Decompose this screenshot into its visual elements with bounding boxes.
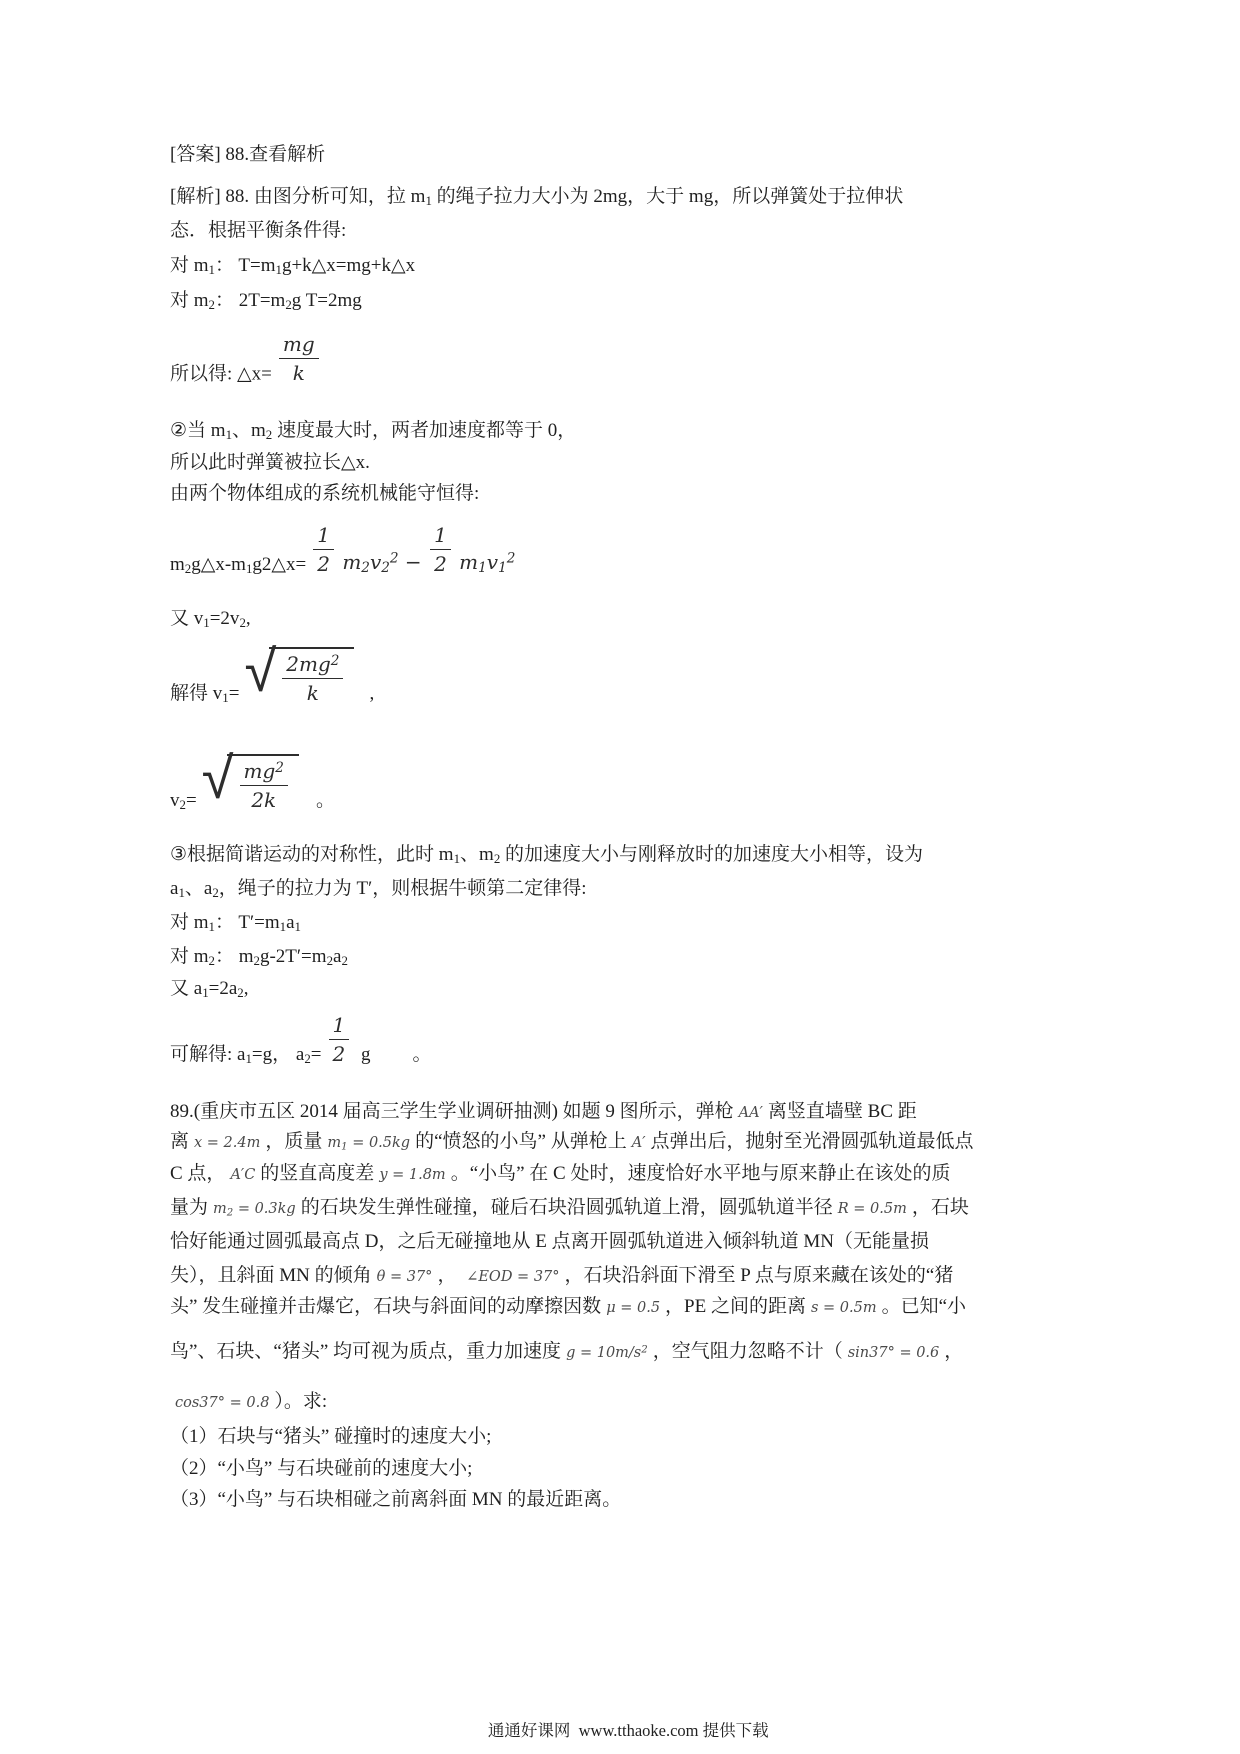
fraction (282, 652, 343, 706)
text-run: 可解得: a (170, 1043, 246, 1065)
text-run: ，PE 之间的距离 (665, 1296, 806, 1317)
subscript: 2 (493, 851, 501, 867)
text-run: a (286, 912, 295, 933)
document-line (170, 1196, 969, 1220)
text-run: ： T=m (214, 255, 276, 276)
text-run: 。 (315, 789, 335, 811)
inline-math (175, 1395, 269, 1411)
text-run: 的“愤怒的小鸟” 从弹枪上 (415, 1131, 627, 1152)
subscript: 2 (253, 953, 260, 969)
document-line (170, 332, 326, 386)
document-line (170, 219, 346, 242)
square-root (201, 744, 299, 813)
text-run: 对 m (170, 946, 209, 967)
text-run: μ = 0.5 (606, 1300, 661, 1316)
document-line (170, 1130, 974, 1154)
text-run: 的石块发生弹性碰撞，碰后石块沿圆弧轨道上滑，圆弧轨道半径 (300, 1197, 833, 1218)
fraction-numerator (282, 652, 343, 679)
superscript: 2 (641, 1344, 648, 1356)
document-line (170, 945, 348, 969)
text-run: g (356, 1043, 371, 1065)
text-run: =g， a (251, 1043, 305, 1065)
text-run: ，空气阻力忽略不计（ (652, 1341, 843, 1362)
radicand (269, 647, 354, 706)
inline-math (194, 1135, 260, 1151)
text-run: 鸟”、石块、“猪头” 均可视为质点，重力加速度 (170, 1341, 562, 1362)
text-run: g△x-m (191, 553, 246, 575)
text-run: 量为 (170, 1197, 209, 1218)
text-run: AA′ (738, 1105, 763, 1121)
document-line (170, 1013, 432, 1067)
subscript: 2 (237, 985, 244, 1001)
text-run: （1）石块与“猪头” 碰撞时的速度大小; (170, 1426, 492, 1447)
text-run: 的绳子拉力大小为 2mg，大于 mg，所以弹簧处于拉伸状 (431, 186, 904, 207)
subscript: 2 (208, 297, 215, 313)
text-run: ， (437, 1265, 462, 1286)
text-run: ∠EOD = 37° (466, 1269, 560, 1285)
text-run: 、a (184, 878, 213, 899)
text-run: ： T′=m (214, 912, 280, 933)
text-run: ，绳子的拉力为 T′，则根据牛顿第二定律得: (218, 878, 587, 899)
text-run: m (213, 1201, 227, 1217)
superscript: 2 (275, 759, 284, 776)
text-run: A′ (631, 1135, 646, 1151)
text-run: （3）“小鸟” 与石块相碰之前离斜面 MN 的最近距离。 (170, 1489, 622, 1510)
subscript: 1 (279, 919, 287, 935)
text-run: m (335, 549, 362, 574)
fraction (313, 523, 334, 577)
text-run: y = 1.8m (379, 1167, 446, 1183)
document-line (170, 1295, 966, 1318)
text-run: 。“小鸟” 在 C 处时，速度恰好水平地与原来静止在该处的质 (450, 1163, 951, 1184)
fraction (329, 1013, 350, 1067)
inline-math (377, 1269, 433, 1285)
inline-math (327, 1135, 410, 1151)
text-run: 。已知“小 (881, 1296, 967, 1317)
document-line (170, 607, 251, 631)
fraction-numerator (329, 1013, 350, 1040)
document-line (170, 451, 370, 474)
subscript: 1 (203, 615, 210, 631)
subscript: 1 (208, 262, 215, 278)
subscript: 2 (208, 953, 215, 969)
subscript: 1 (275, 262, 282, 278)
subscript: 1 (208, 919, 215, 935)
text-run: 离 (170, 1131, 190, 1152)
inline-math (230, 1167, 255, 1183)
text-run: g-2T′=m (259, 946, 327, 967)
text-run: 、m (232, 420, 266, 441)
text-run: m (327, 1135, 342, 1151)
text-run: = (228, 682, 240, 704)
text-run: 所以此时弹簧被拉长△x. (170, 452, 370, 473)
document-line (170, 1488, 621, 1511)
text-run: 2 (317, 552, 330, 577)
page-footer (0, 1697, 1240, 1754)
text-run: k (292, 361, 305, 386)
text-run: ，质量 (265, 1131, 323, 1152)
text-run: 对 m (170, 290, 209, 311)
fraction-denominator (279, 359, 319, 385)
inline-math (379, 1167, 445, 1183)
text-run: 的竖直高度差 (260, 1163, 375, 1184)
text-run: , (243, 978, 249, 999)
radical-icon: √ (201, 744, 234, 812)
superscript: 2 (330, 652, 340, 669)
text-run: 离竖直墙壁 BC 距 (767, 1101, 917, 1122)
document-line (170, 143, 325, 166)
text-run: = 0.5kg (347, 1135, 411, 1151)
fraction-denominator (430, 550, 451, 576)
document-line (170, 1425, 491, 1448)
superscript: 2 (389, 550, 399, 567)
document-line (170, 977, 249, 1001)
text-run: ，石块沿斜面下滑至 P 点与原来藏在该处的“猪 (564, 1265, 954, 1286)
text-run: 2 (434, 552, 447, 577)
text-run: 失），且斜面 MN 的倾角 (170, 1265, 372, 1286)
text-run: v (170, 789, 180, 811)
document-line (170, 1162, 950, 1185)
text-run: 2mg (286, 652, 331, 676)
display-math (244, 637, 354, 706)
subscript: 2 (212, 885, 219, 901)
subscript: 1 (225, 427, 233, 443)
subscript: 2 (341, 953, 348, 969)
subscript: 1 (341, 1141, 348, 1153)
document-line (170, 523, 520, 577)
document-line (170, 254, 415, 278)
text-run: 解得 v (170, 682, 223, 704)
text-run: ： m (214, 946, 254, 967)
subscript: 2 (184, 561, 192, 577)
fraction-numerator (313, 523, 334, 550)
display-math (201, 744, 299, 813)
subscript: 2 (265, 427, 273, 443)
subscript: 2 (285, 297, 292, 313)
text-run: ②当 m (170, 420, 226, 441)
radical-icon: √ (244, 637, 277, 705)
text-run: v (369, 549, 382, 574)
inline-math (811, 1300, 877, 1316)
display-math (327, 1013, 352, 1067)
subscript: 2 (226, 1207, 234, 1219)
fraction-denominator (240, 786, 288, 812)
text-run: x = 2.4m (194, 1135, 261, 1151)
subscript: 1 (178, 885, 185, 901)
text-run: 对 m (170, 912, 209, 933)
text-run: mg (282, 332, 315, 356)
text-run: m (452, 549, 479, 574)
fraction-numerator (430, 523, 451, 550)
footer-text: 通通好课网 www.tthaoke.com 提供下载 (487, 1721, 769, 1740)
text-run: ③根据简谐运动的对称性，此时 m (170, 844, 454, 865)
text-run: sin37° = 0.6 (847, 1345, 940, 1361)
text-run: , (369, 682, 375, 704)
text-run: 又 v (170, 608, 204, 629)
text-run: s = 0.5m (810, 1300, 877, 1316)
text-run: 1 (434, 523, 447, 547)
fraction-numerator (240, 759, 288, 786)
document-line (170, 482, 479, 505)
text-run: =2a (208, 978, 238, 999)
document-line (170, 877, 587, 901)
subscript: 1 (498, 560, 507, 577)
subscript: 2 (239, 615, 246, 631)
subscript: 1 (294, 919, 301, 935)
document-line (170, 1100, 917, 1123)
subscript: 1 (453, 851, 461, 867)
text-run: a (170, 878, 179, 899)
fraction (430, 523, 451, 577)
square-root (244, 637, 354, 706)
inline-math (606, 1300, 660, 1316)
superscript: 2 (506, 550, 516, 567)
text-run: 态．根据平衡条件得: (170, 220, 347, 241)
document-line (170, 289, 362, 313)
text-run: [解析] 88. 由图分析可知，拉 m (170, 186, 426, 207)
text-run: g2△x= (252, 553, 307, 575)
text-run: 由两个物体组成的系统机械能守恒得: (170, 483, 480, 504)
inline-math (848, 1345, 940, 1361)
text-run: 速度最大时，两者加速度都等于 0， (272, 420, 577, 441)
fraction-numerator (279, 332, 319, 359)
fraction (279, 332, 319, 386)
text-run: 又 a (170, 978, 203, 999)
document-line (170, 185, 903, 209)
text-run: = (185, 789, 197, 811)
text-run: = (310, 1043, 322, 1065)
display-math (277, 332, 321, 386)
text-run: ，石块 (911, 1197, 969, 1218)
subscript: 2 (179, 797, 186, 813)
text-run: v (486, 549, 499, 574)
inline-math (566, 1345, 648, 1361)
text-run: （2）“小鸟” 与石块碰前的速度大小; (170, 1458, 473, 1479)
text-run: mg (243, 759, 276, 783)
fraction-denominator (282, 679, 343, 705)
text-run: 点弹出后，抛射至光滑圆弧轨道最低点 (650, 1131, 974, 1152)
radicand (227, 754, 299, 813)
document-line (170, 911, 301, 935)
text-run: cos37° = 0.8 (175, 1395, 270, 1411)
subscript: 2 (326, 953, 334, 969)
text-run: 的加速度大小与刚释放时的加速度大小相等，设为 (500, 844, 924, 865)
text-run: 2k (251, 788, 277, 813)
text-run: θ = 37° (376, 1269, 433, 1285)
subscript: 1 (222, 690, 229, 706)
text-run: ： 2T=m (214, 290, 286, 311)
text-run: k (306, 681, 319, 706)
text-run: 1 (317, 523, 330, 547)
text-run: 。 (412, 1043, 432, 1065)
text-run: 所以得: △x= (170, 363, 272, 385)
inline-math (466, 1269, 559, 1285)
text-run: 恰好能通过圆弧最高点 D，之后无碰撞地从 E 点离开圆弧轨道进入倾斜轨道 MN（无能量损 (170, 1231, 929, 1252)
subscript: 1 (425, 193, 432, 209)
text-run: = 0.3kg (233, 1201, 296, 1217)
display-math (311, 523, 515, 577)
subscript: 2 (381, 560, 390, 577)
fraction-denominator (329, 1040, 350, 1066)
inline-math (838, 1201, 907, 1217)
document-line (170, 1230, 929, 1253)
subscript: 2 (304, 1051, 311, 1067)
document-line (170, 843, 923, 867)
text-run: ， (944, 1341, 964, 1362)
text-run: 、m (460, 844, 494, 865)
text-run: 对 m (170, 255, 209, 276)
document-line (170, 1264, 953, 1287)
text-run: ）。求: (274, 1391, 328, 1412)
text-run: C 点， (170, 1163, 226, 1184)
text-run: g T=2mg (291, 290, 362, 311)
text-run: 1 (332, 1013, 346, 1037)
text-run: [答案] 88.查看解析 (170, 144, 326, 165)
text-run: , (245, 608, 251, 629)
subscript: 1 (478, 560, 487, 577)
text-run: g = 10m/s (566, 1345, 642, 1361)
inline-math (213, 1201, 296, 1217)
document-line (170, 1457, 472, 1480)
fraction (240, 759, 288, 813)
document-line (170, 637, 375, 706)
text-run: m (170, 553, 185, 575)
subscript: 1 (245, 1051, 252, 1067)
subscript: 1 (202, 985, 209, 1001)
subscript: 2 (361, 560, 370, 577)
fraction-denominator (313, 550, 334, 576)
text-run: A′C (230, 1167, 256, 1183)
document-line (170, 419, 576, 443)
text-run: =2v (209, 608, 240, 629)
document-line (170, 1340, 963, 1363)
document-line (170, 744, 335, 813)
text-run: 头” 发生碰撞并击爆它，石块与斜面间的动摩擦因数 (170, 1296, 602, 1317)
text-run: a (333, 946, 342, 967)
inline-math (632, 1135, 646, 1151)
text-run: − (398, 549, 429, 574)
text-run: 2 (332, 1042, 346, 1067)
inline-math (739, 1105, 763, 1121)
text-run: g+k△x=mg+k△x (281, 255, 416, 276)
text-run: 89.(重庆市五区 2014 届高三学生学业调研抽测) 如题 9 图所示，弹枪 (170, 1101, 734, 1122)
text-run: R = 0.5m (837, 1201, 907, 1217)
subscript: 1 (245, 561, 253, 577)
document-line (170, 1390, 327, 1413)
